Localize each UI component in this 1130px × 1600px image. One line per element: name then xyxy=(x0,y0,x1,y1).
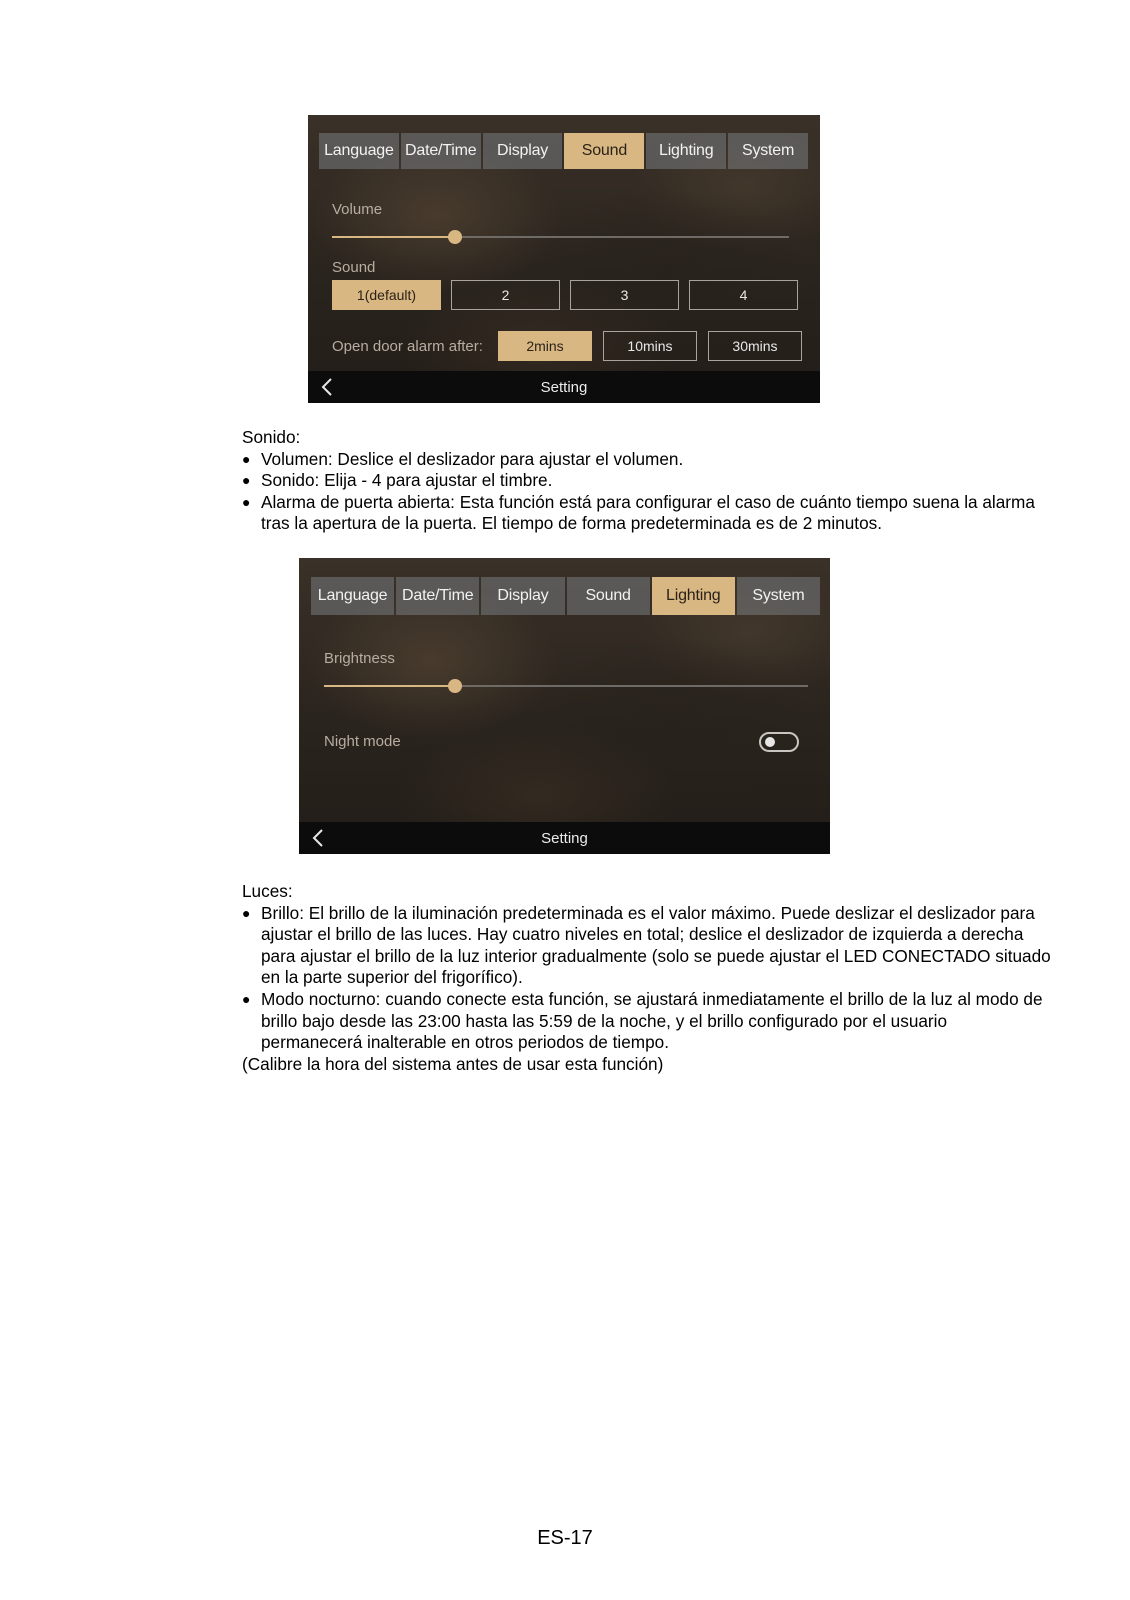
sound-description xyxy=(242,427,1052,535)
volume-slider[interactable] xyxy=(332,230,789,244)
night-mode-toggle[interactable] xyxy=(759,732,799,752)
tab-date-time[interactable]: Date/Time xyxy=(401,133,481,169)
tab-sound[interactable]: Sound xyxy=(564,133,644,169)
tab-language[interactable]: Language xyxy=(319,133,399,169)
tab-date-time[interactable]: Date/Time xyxy=(396,577,479,615)
sound-option-2[interactable]: 2 xyxy=(451,280,560,310)
bottom-bar xyxy=(299,822,830,854)
tab-lighting[interactable]: Lighting xyxy=(652,577,735,615)
settings-tab-bar xyxy=(311,577,820,615)
bullet-night-mode: ● Modo nocturno: cuando conecte esta función, se ajustará inmediatamente el brillo de la luz al modo de brillo bajo desde las 23:00 hasta las 5:59 de la noche, y el brillo configurado por el usuario permanecerá inalterable en otros periodos de tiempo. xyxy=(242,989,1052,1054)
tab-sound[interactable]: Sound xyxy=(567,577,650,615)
volume-slider-knob[interactable] xyxy=(448,230,462,244)
calibration-note: (Calibre la hora del sistema antes de usar esta función) xyxy=(242,1053,664,1074)
sound-options xyxy=(332,280,798,310)
bottom-bar-title: Setting xyxy=(540,378,588,396)
lighting-description xyxy=(242,881,1052,1075)
bottom-bar-title: Setting xyxy=(541,829,588,847)
sound-bullet-list xyxy=(242,449,1052,535)
brightness-label: Brightness xyxy=(324,650,395,667)
volume-slider-fill xyxy=(332,236,455,238)
sound-option-3[interactable]: 3 xyxy=(570,280,679,310)
alarm-option-30mins[interactable]: 30mins xyxy=(708,331,802,361)
page-number: ES-17 xyxy=(537,1527,593,1549)
open-door-alarm-options xyxy=(498,331,802,361)
brightness-slider[interactable] xyxy=(324,679,808,693)
lighting-section-heading: Luces: xyxy=(242,881,293,901)
bullet-open-door-alarm: ● Alarma de puerta abierta: Esta función está para configurar el caso de cuánto tiempo suena la alarma tras la apertura de la puerta. El tiempo de forma predeterminada es de 2 minutos. xyxy=(242,492,1052,535)
tab-lighting[interactable]: Lighting xyxy=(646,133,726,169)
lighting-bullet-list xyxy=(242,903,1052,1054)
brightness-slider-knob[interactable] xyxy=(448,679,462,693)
bullet-volume: ● Volumen: Deslice el deslizador para ajustar el volumen. xyxy=(242,449,1052,471)
settings-tab-bar xyxy=(319,133,808,169)
night-mode-toggle-knob xyxy=(765,737,775,747)
tab-display[interactable]: Display xyxy=(481,577,564,615)
bullet-sound: ● Sonido: Elija - 4 para ajustar el timbre. xyxy=(242,470,1052,492)
volume-label: Volume xyxy=(332,201,383,218)
sound-section-heading: Sonido: xyxy=(242,427,301,447)
night-mode-label: Night mode xyxy=(324,733,401,750)
alarm-option-10mins[interactable]: 10mins xyxy=(603,331,697,361)
tab-language[interactable]: Language xyxy=(311,577,394,615)
bottom-bar xyxy=(308,371,820,403)
open-door-alarm-label: Open door alarm after: xyxy=(332,338,483,355)
sound-option-1[interactable]: 1(default) xyxy=(332,280,441,310)
brightness-slider-fill xyxy=(324,685,455,687)
sound-label: Sound xyxy=(332,259,376,276)
tab-display[interactable]: Display xyxy=(483,133,563,169)
lighting-settings-screenshot xyxy=(299,558,830,854)
bullet-brightness: ● Brillo: El brillo de la iluminación predeterminada es el valor máximo. Puede deslizar el deslizador para ajustar el brillo de las luces. Hay cuatro niveles en total; deslice el deslizador de izquierda a derecha para ajustar el brillo de la luz interior gradualmente (solo se puede ajustar el LED CONECTADO situado en la parte superior del frigorífico). xyxy=(242,903,1052,989)
alarm-option-2mins[interactable]: 2mins xyxy=(498,331,592,361)
sound-settings-screenshot xyxy=(308,115,820,403)
tab-system[interactable]: System xyxy=(737,577,820,615)
back-chevron-icon[interactable] xyxy=(320,378,334,396)
back-chevron-icon[interactable] xyxy=(311,829,325,847)
sound-option-4[interactable]: 4 xyxy=(689,280,798,310)
tab-system[interactable]: System xyxy=(728,133,808,169)
